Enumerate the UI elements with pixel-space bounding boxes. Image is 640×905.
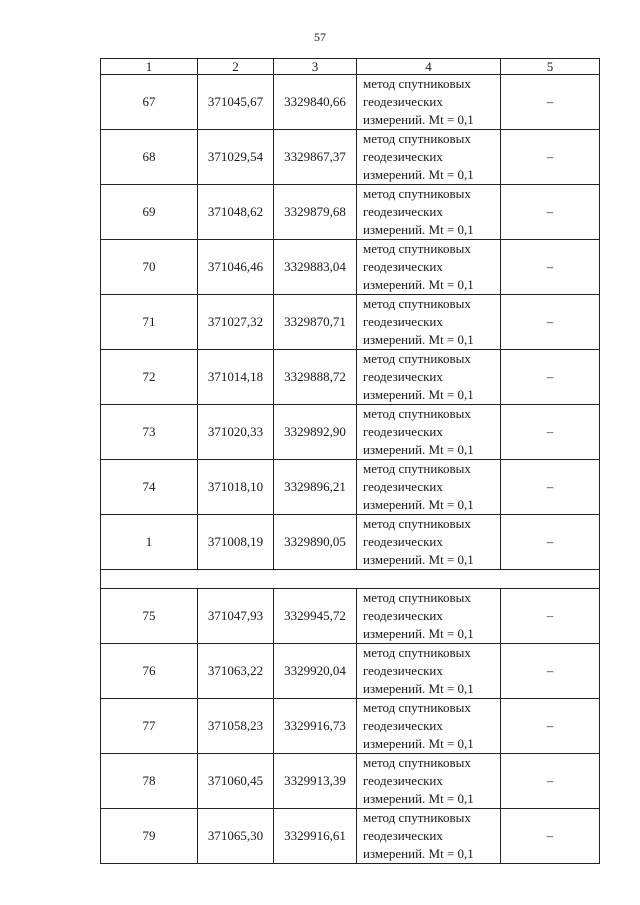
point-number-cell: 69	[101, 185, 198, 240]
table-row	[101, 240, 600, 295]
method-line: метод спутниковых	[363, 645, 471, 660]
y-coordinate-cell: 3329945,72	[274, 589, 357, 644]
method-line: геодезических	[363, 149, 443, 164]
method-line: геодезических	[363, 94, 443, 109]
dash-cell: –	[501, 644, 600, 699]
point-number-cell: 78	[101, 754, 198, 809]
method-line: метод спутниковых	[363, 296, 471, 311]
y-coordinate-cell: 3329916,61	[274, 809, 357, 864]
method-line: метод спутниковых	[363, 461, 471, 476]
header-cell: 2	[198, 59, 274, 75]
method-line: измерений. Mt = 0,1	[363, 791, 474, 806]
point-number-cell: 1	[101, 515, 198, 570]
x-coordinate-cell: 371008,19	[198, 515, 274, 570]
table-row	[101, 644, 600, 699]
table-row	[101, 75, 600, 130]
x-coordinate-cell: 371060,45	[198, 754, 274, 809]
separator-row	[101, 570, 600, 589]
point-number-cell: 76	[101, 644, 198, 699]
method-line: измерений. Mt = 0,1	[363, 681, 474, 696]
method-line: геодезических	[363, 314, 443, 329]
table-row	[101, 460, 600, 515]
y-coordinate-cell: 3329870,71	[274, 295, 357, 350]
header-cell: 3	[274, 59, 357, 75]
table-row	[101, 130, 600, 185]
x-coordinate-cell: 371065,30	[198, 809, 274, 864]
point-number-cell: 74	[101, 460, 198, 515]
x-coordinate-cell: 371027,32	[198, 295, 274, 350]
method-line: геодезических	[363, 718, 443, 733]
x-coordinate-cell: 371020,33	[198, 405, 274, 460]
coordinates-table	[100, 58, 600, 864]
point-number-cell: 79	[101, 809, 198, 864]
dash-cell: –	[501, 515, 600, 570]
table-row	[101, 295, 600, 350]
method-line: измерений. Mt = 0,1	[363, 277, 474, 292]
dash-cell: –	[501, 75, 600, 130]
method-line: метод спутниковых	[363, 186, 471, 201]
y-coordinate-cell: 3329913,39	[274, 754, 357, 809]
table-row	[101, 515, 600, 570]
point-number-cell: 68	[101, 130, 198, 185]
point-number-cell: 67	[101, 75, 198, 130]
method-line: геодезических	[363, 828, 443, 843]
table-row	[101, 699, 600, 754]
y-coordinate-cell: 3329883,04	[274, 240, 357, 295]
method-line: метод спутниковых	[363, 590, 471, 605]
method-line: геодезических	[363, 773, 443, 788]
method-line: геодезических	[363, 608, 443, 623]
method-line: измерений. Mt = 0,1	[363, 552, 474, 567]
method-line: геодезических	[363, 259, 443, 274]
method-cell	[357, 809, 501, 864]
x-coordinate-cell: 371029,54	[198, 130, 274, 185]
method-cell	[357, 130, 501, 185]
header-cell: 5	[501, 59, 600, 75]
method-line: измерений. Mt = 0,1	[363, 846, 474, 861]
x-coordinate-cell: 371045,67	[198, 75, 274, 130]
method-cell	[357, 699, 501, 754]
dash-cell: –	[501, 405, 600, 460]
method-line: метод спутниковых	[363, 700, 471, 715]
method-line: метод спутниковых	[363, 516, 471, 531]
dash-cell: –	[501, 130, 600, 185]
x-coordinate-cell: 371018,10	[198, 460, 274, 515]
method-cell	[357, 75, 501, 130]
x-coordinate-cell: 371046,46	[198, 240, 274, 295]
x-coordinate-cell: 371014,18	[198, 350, 274, 405]
header-cell: 4	[357, 59, 501, 75]
method-line: метод спутниковых	[363, 755, 471, 770]
method-cell	[357, 754, 501, 809]
table-row	[101, 405, 600, 460]
method-cell	[357, 185, 501, 240]
y-coordinate-cell: 3329892,90	[274, 405, 357, 460]
dash-cell: –	[501, 460, 600, 515]
table-row	[101, 589, 600, 644]
table-row	[101, 754, 600, 809]
point-number-cell: 75	[101, 589, 198, 644]
point-number-cell: 77	[101, 699, 198, 754]
method-cell	[357, 350, 501, 405]
dash-cell: –	[501, 185, 600, 240]
x-coordinate-cell: 371063,22	[198, 644, 274, 699]
table-header-row	[101, 59, 600, 75]
method-cell	[357, 240, 501, 295]
table-row	[101, 350, 600, 405]
method-line: измерений. Mt = 0,1	[363, 167, 474, 182]
method-cell	[357, 460, 501, 515]
method-line: измерений. Mt = 0,1	[363, 332, 474, 347]
table-row	[101, 185, 600, 240]
method-line: метод спутниковых	[363, 76, 471, 91]
method-line: метод спутниковых	[363, 241, 471, 256]
method-line: метод спутниковых	[363, 351, 471, 366]
x-coordinate-cell: 371047,93	[198, 589, 274, 644]
method-line: измерений. Mt = 0,1	[363, 736, 474, 751]
dash-cell: –	[501, 809, 600, 864]
y-coordinate-cell: 3329867,37	[274, 130, 357, 185]
method-cell	[357, 644, 501, 699]
header-cell: 1	[101, 59, 198, 75]
x-coordinate-cell: 371048,62	[198, 185, 274, 240]
y-coordinate-cell: 3329916,73	[274, 699, 357, 754]
dash-cell: –	[501, 295, 600, 350]
dash-cell: –	[501, 589, 600, 644]
method-line: геодезических	[363, 424, 443, 439]
method-line: метод спутниковых	[363, 131, 471, 146]
method-line: геодезических	[363, 663, 443, 678]
method-line: метод спутниковых	[363, 406, 471, 421]
point-number-cell: 72	[101, 350, 198, 405]
point-number-cell: 70	[101, 240, 198, 295]
y-coordinate-cell: 3329896,21	[274, 460, 357, 515]
method-cell	[357, 295, 501, 350]
method-line: метод спутниковых	[363, 810, 471, 825]
method-line: измерений. Mt = 0,1	[363, 112, 474, 127]
method-cell	[357, 515, 501, 570]
method-line: измерений. Mt = 0,1	[363, 497, 474, 512]
y-coordinate-cell: 3329888,72	[274, 350, 357, 405]
method-line: измерений. Mt = 0,1	[363, 442, 474, 457]
dash-cell: –	[501, 240, 600, 295]
method-cell	[357, 589, 501, 644]
dash-cell: –	[501, 350, 600, 405]
y-coordinate-cell: 3329840,66	[274, 75, 357, 130]
y-coordinate-cell: 3329920,04	[274, 644, 357, 699]
method-line: геодезических	[363, 479, 443, 494]
point-number-cell: 73	[101, 405, 198, 460]
method-line: измерений. Mt = 0,1	[363, 626, 474, 641]
dash-cell: –	[501, 754, 600, 809]
method-line: геодезических	[363, 534, 443, 549]
method-cell	[357, 405, 501, 460]
method-line: геодезических	[363, 204, 443, 219]
method-line: измерений. Mt = 0,1	[363, 387, 474, 402]
point-number-cell: 71	[101, 295, 198, 350]
method-line: геодезических	[363, 369, 443, 384]
method-line: измерений. Mt = 0,1	[363, 222, 474, 237]
dash-cell: –	[501, 699, 600, 754]
page-number: 57	[314, 30, 326, 44]
table-row	[101, 809, 600, 864]
x-coordinate-cell: 371058,23	[198, 699, 274, 754]
separator-cell	[101, 570, 600, 589]
y-coordinate-cell: 3329879,68	[274, 185, 357, 240]
y-coordinate-cell: 3329890,05	[274, 515, 357, 570]
